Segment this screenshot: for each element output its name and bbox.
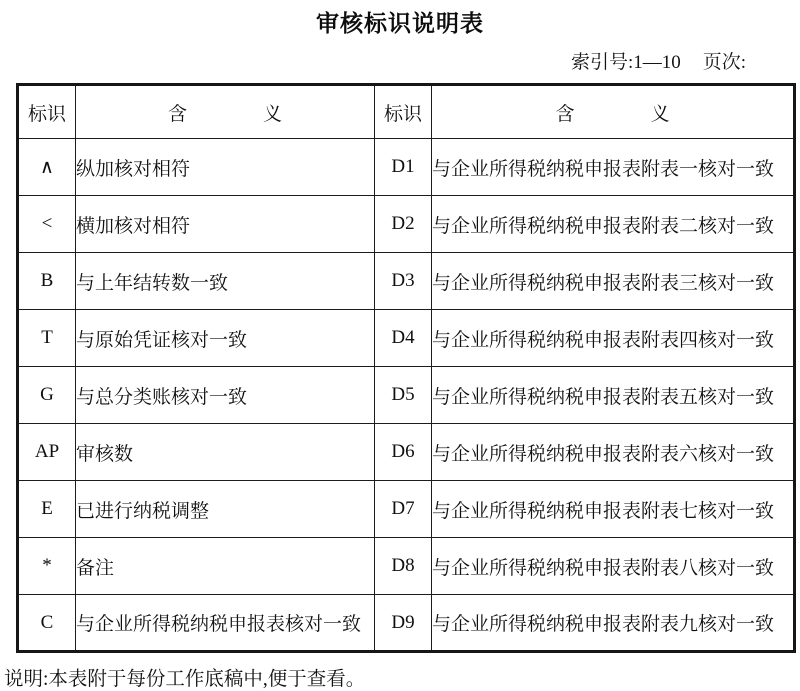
page-number-label: 页次: <box>702 52 746 73</box>
meaning-cell: 与企业所得税纳税申报表附表九核对一致 <box>432 595 795 652</box>
meaning-cell: 与企业所得税纳税申报表附表四核对一致 <box>432 310 795 367</box>
table-row <box>18 424 795 481</box>
table-row <box>18 538 795 595</box>
header-mark-right: 标识 <box>375 85 432 139</box>
mark-cell: D1 <box>375 139 432 196</box>
meaning-cell: 与企业所得税纳税申报表附表一核对一致 <box>432 139 795 196</box>
meaning-cell: 纵加核对相符 <box>76 139 375 196</box>
mark-cell: D3 <box>375 253 432 310</box>
index-number-label: 索引号:1—10 <box>570 52 681 73</box>
footnote: 说明:本表附于每份工作底稿中,便于查看。 <box>4 669 366 690</box>
meaning-cell: 与上年结转数一致 <box>76 253 375 310</box>
mark-cell: D8 <box>375 538 432 595</box>
page-title: 审核标识说明表 <box>316 10 484 36</box>
mark-cell: D2 <box>375 196 432 253</box>
meaning-cell: 与总分类账核对一致 <box>76 367 375 424</box>
table-row <box>18 481 795 538</box>
table-row <box>18 253 795 310</box>
mark-cell: D5 <box>375 367 432 424</box>
table-row <box>18 367 795 424</box>
meaning-cell: 备注 <box>76 538 375 595</box>
mark-cell: D7 <box>375 481 432 538</box>
table-row <box>18 139 795 196</box>
meaning-cell: 与企业所得税纳税申报表附表二核对一致 <box>432 196 795 253</box>
mark-cell: C <box>18 595 76 652</box>
meaning-cell: 已进行纳税调整 <box>76 481 375 538</box>
mark-cell: D6 <box>375 424 432 481</box>
meaning-cell: 与企业所得税纳税申报表附表三核对一致 <box>432 253 795 310</box>
meaning-cell: 审核数 <box>76 424 375 481</box>
meaning-cell: 与企业所得税纳税申报表附表五核对一致 <box>432 367 795 424</box>
table-header-row <box>18 85 795 139</box>
mark-cell: E <box>18 481 76 538</box>
mark-cell: G <box>18 367 76 424</box>
meaning-cell: 与企业所得税纳税申报表核对一致 <box>76 595 375 652</box>
mark-cell: D4 <box>375 310 432 367</box>
mark-cell: * <box>18 538 76 595</box>
mark-explanation-table <box>16 83 796 653</box>
header-meaning-right: 含 义 <box>432 85 795 139</box>
mark-cell: < <box>18 196 76 253</box>
table-row <box>18 595 795 652</box>
mark-cell: ∧ <box>18 139 76 196</box>
meaning-cell: 与原始凭证核对一致 <box>76 310 375 367</box>
table-row <box>18 196 795 253</box>
index-line <box>0 47 800 74</box>
mark-cell: AP <box>18 424 76 481</box>
mark-cell: D9 <box>375 595 432 652</box>
meaning-cell: 横加核对相符 <box>76 196 375 253</box>
header-meaning-left: 含 义 <box>76 85 375 139</box>
table-row <box>18 310 795 367</box>
mark-cell: B <box>18 253 76 310</box>
meaning-cell: 与企业所得税纳税申报表附表六核对一致 <box>432 424 795 481</box>
mark-cell: T <box>18 310 76 367</box>
header-mark-left: 标识 <box>18 85 76 139</box>
meaning-cell: 与企业所得税纳税申报表附表八核对一致 <box>432 538 795 595</box>
meaning-cell: 与企业所得税纳税申报表附表七核对一致 <box>432 481 795 538</box>
